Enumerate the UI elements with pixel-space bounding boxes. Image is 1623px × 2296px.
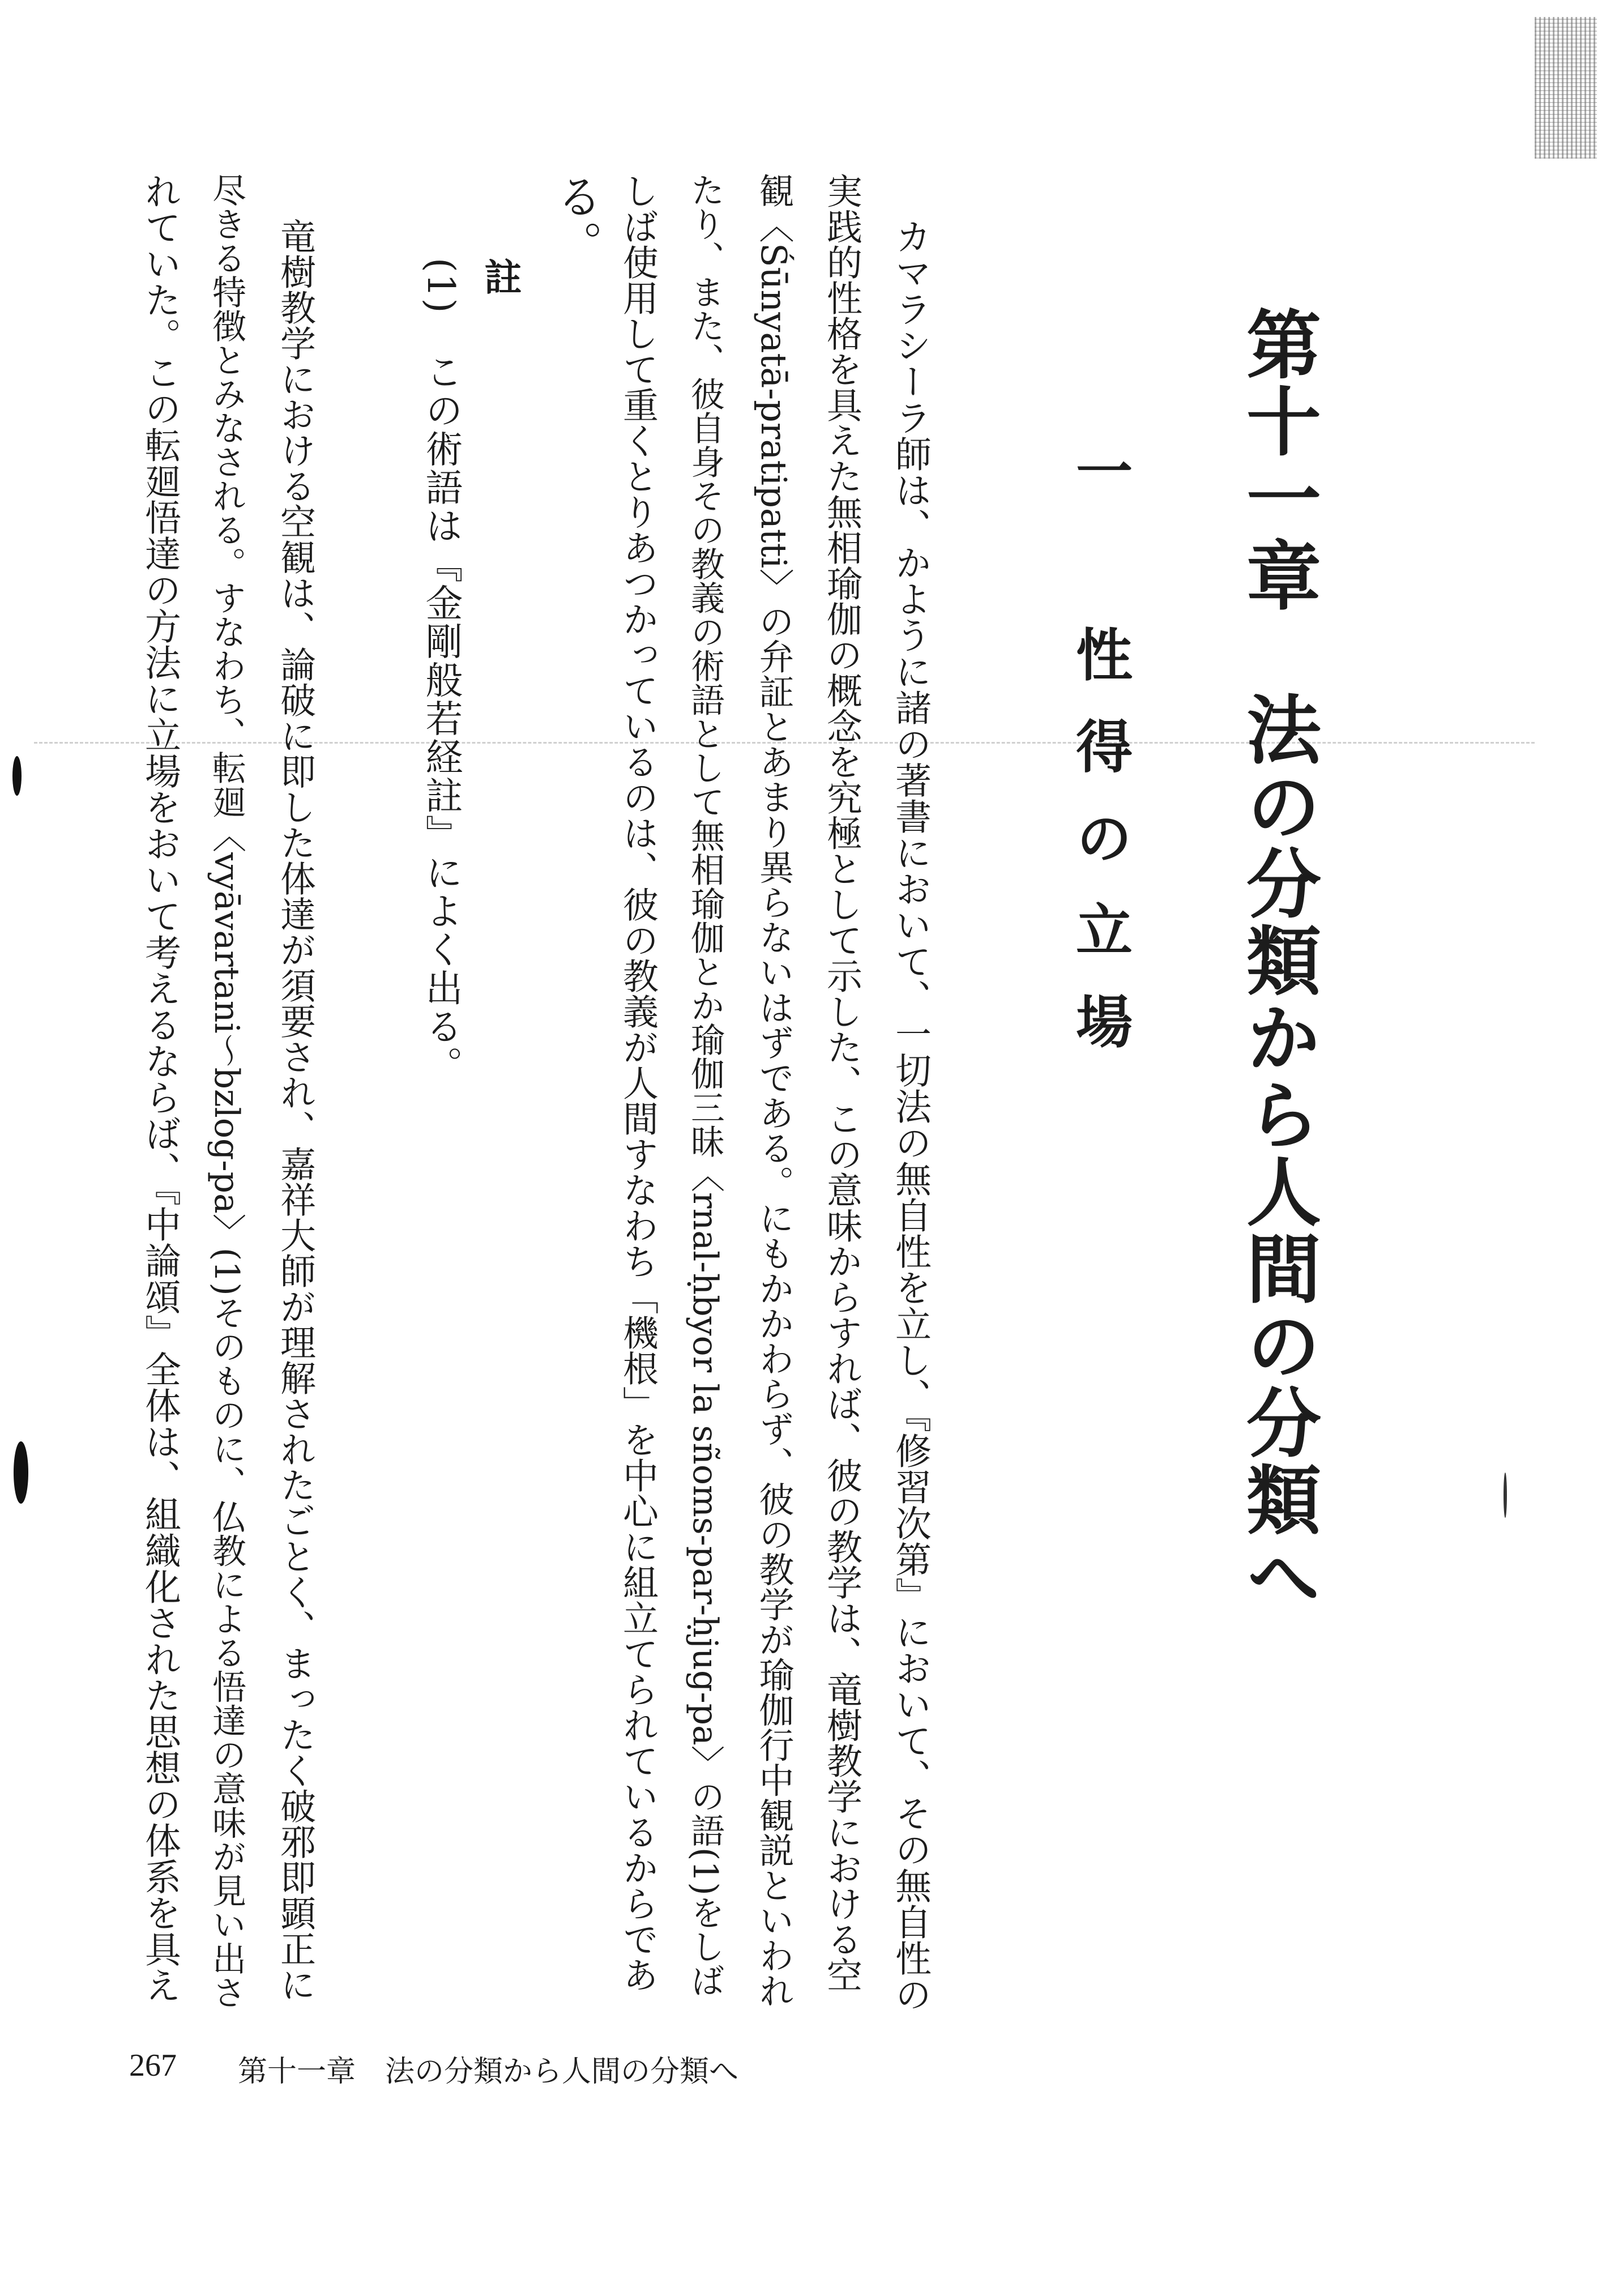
binding-hole-mark	[14, 1441, 28, 1504]
body-line: 竜樹教学における空観は、論破に即した体達が須要され、嘉祥大師が理解されたごとく、まったく破邪即顕正に	[275, 218, 316, 2002]
body-line: る。	[549, 173, 603, 268]
running-head: 第十一章 法の分類から人間の分類へ	[238, 2055, 739, 2089]
note-item: (1) この術語は『金剛般若経註』によく出る。	[419, 258, 463, 1085]
body-line: れていた。この転廻悟達の方法に立場をおいて考えるならば、『中論頌』全体は、組織化された思想の体系を具え	[139, 173, 181, 2003]
paper-edge-mark	[1504, 1473, 1507, 1518]
body-line: たり、また、彼自身その教義の術語として無相瑜伽とか瑜伽三昧〈rnal-ḥbyor la sñoms-par-ḥjug-pa〉の語(1)をしば	[685, 173, 725, 1998]
chapter-title: 第十一章 法の分類から人間の分類へ	[1233, 306, 1321, 1615]
binding-hole-mark	[12, 756, 22, 796]
body-line: 尽きる特徴とみなされる。すなわち、転廻〈vyāvartani～bzlog-pa〉(1)そのものに、仏教による悟達の意味が見い出さ	[207, 173, 246, 2009]
body-line: 実践的性格を具えた無相瑜伽の概念を究極として示した、この意味からすれば、彼の教学は、竜樹教学における空	[821, 173, 862, 1992]
scan-artifact	[1535, 17, 1597, 159]
section-title: 一 性得の立場	[1066, 442, 1133, 1084]
body-line: 観〈Śūnyatā-pratipatti〉の弁証とあまり異らないはずである。にもかかわらず、彼の教学が瑜伽行中観説といわれ	[753, 173, 795, 2008]
notes-heading: 註	[478, 258, 522, 296]
body-line: しば使用して重くとりあつかっているのは、彼の教義が人間すなわち「機根」を中心に組立てられているからであ	[617, 173, 659, 1992]
body-line: カマラシーラ師は、かように諸の著書において、一切法の無自性を立し、『修習次第』において、その無自性の	[889, 218, 931, 2012]
page-number: 267	[129, 2048, 177, 2083]
